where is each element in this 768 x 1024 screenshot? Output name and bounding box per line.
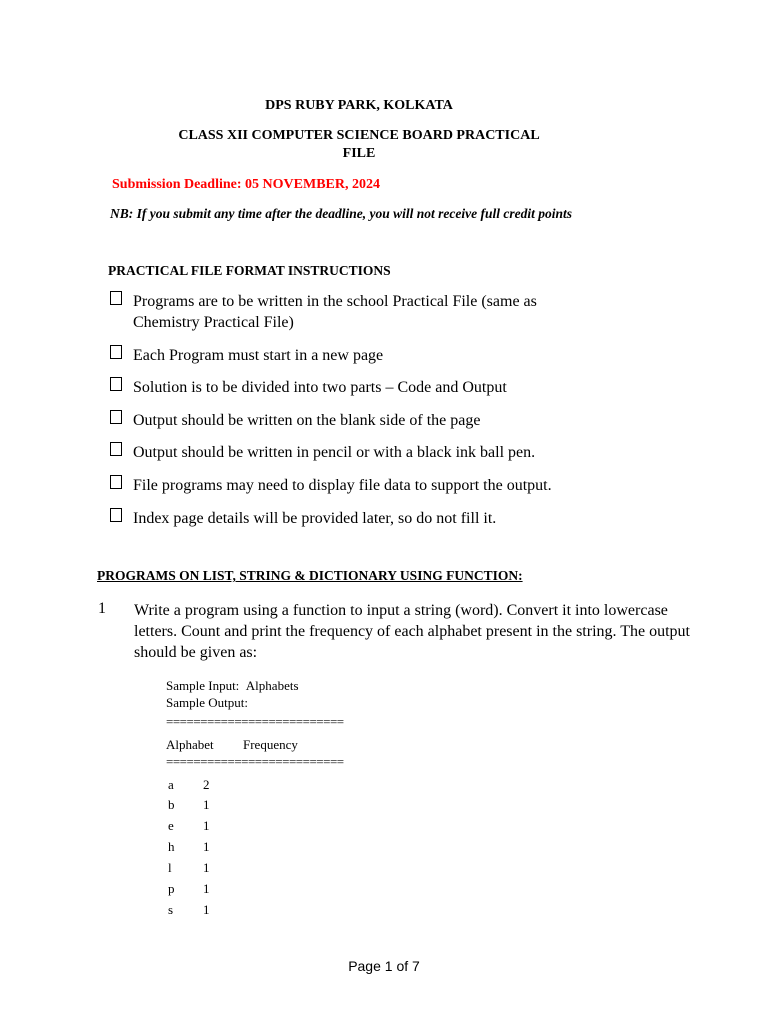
table-cell-frequency: 1 <box>203 797 210 812</box>
table-cell-frequency: 1 <box>203 839 210 854</box>
submission-deadline: Submission Deadline: 05 NOVEMBER, 2024 <box>112 177 380 192</box>
table-cell-alphabet: s <box>168 902 174 917</box>
checkbox-bullet-icon <box>110 442 122 456</box>
column-header-frequency: Frequency <box>243 737 298 752</box>
checkbox-bullet-icon <box>110 345 122 359</box>
page-number-footer: Page 1 of 7 <box>348 958 420 974</box>
checkbox-bullet-icon <box>110 410 122 424</box>
question-text: Write a program using a function to input a string (word). Convert it into lowercase letters. Count and print the frequency of each alphabet present in the string. The output should be given as: <box>134 602 690 661</box>
sample-input-line <box>166 678 299 694</box>
instruction-item <box>110 377 693 398</box>
sample-input-label: Sample Input: <box>166 678 240 693</box>
separator-rule: ========================== <box>166 714 344 729</box>
instruction-text: Output should be written in pencil or with a black ink ball pen. <box>133 444 536 461</box>
instruction-text: Solution is to be divided into two parts – Code and Output <box>133 379 507 396</box>
table-cell-alphabet: a <box>168 777 174 792</box>
instruction-item <box>110 475 693 496</box>
table-cell-frequency: 1 <box>203 881 210 896</box>
checkbox-bullet-icon <box>110 291 122 305</box>
column-header-alphabet: Alphabet <box>166 737 214 752</box>
school-name: DPS RUBY PARK, KOLKATA <box>265 98 453 113</box>
format-instructions-heading: PRACTICAL FILE FORMAT INSTRUCTIONS <box>108 263 391 278</box>
question-number: 1 <box>98 600 106 617</box>
instruction-text: Programs are to be written in the school Practical File (same as Chemistry Practical File) <box>133 293 537 331</box>
instruction-item <box>110 345 693 366</box>
table-cell-alphabet: b <box>168 797 175 812</box>
document-title-line-2: FILE <box>342 146 376 161</box>
instruction-text: Output should be written on the blank side of the page <box>133 412 481 429</box>
deadline-note: NB: If you submit any time after the deadline, you will not receive full credit points <box>110 206 572 221</box>
table-cell-alphabet: l <box>168 860 172 875</box>
table-cell-alphabet: h <box>168 839 175 854</box>
programs-section-heading: PROGRAMS ON LIST, STRING & DICTIONARY USING FUNCTION: <box>97 568 523 583</box>
checkbox-bullet-icon <box>110 475 122 489</box>
instruction-item <box>110 442 693 463</box>
instruction-item <box>110 291 603 333</box>
instruction-item <box>110 508 693 529</box>
table-cell-frequency: 2 <box>203 777 210 792</box>
table-cell-frequency: 1 <box>203 902 210 917</box>
instruction-text: Each Program must start in a new page <box>133 347 384 364</box>
checkbox-bullet-icon <box>110 377 122 391</box>
sample-output-label: Sample Output: <box>166 695 248 710</box>
document-title-line-1: CLASS XII COMPUTER SCIENCE BOARD PRACTICAL <box>178 128 540 143</box>
table-cell-alphabet: p <box>168 881 175 896</box>
table-cell-frequency: 1 <box>203 818 210 833</box>
sample-input-value: Alphabets <box>245 678 299 693</box>
table-cell-frequency: 1 <box>203 860 210 875</box>
instruction-text: Index page details will be provided later, so do not fill it. <box>133 510 497 527</box>
checkbox-bullet-icon <box>110 508 122 522</box>
instruction-text: File programs may need to display file data to support the output. <box>133 477 552 494</box>
instruction-item <box>110 410 693 431</box>
separator-rule: ========================== <box>166 754 344 769</box>
table-cell-alphabet: e <box>168 818 174 833</box>
